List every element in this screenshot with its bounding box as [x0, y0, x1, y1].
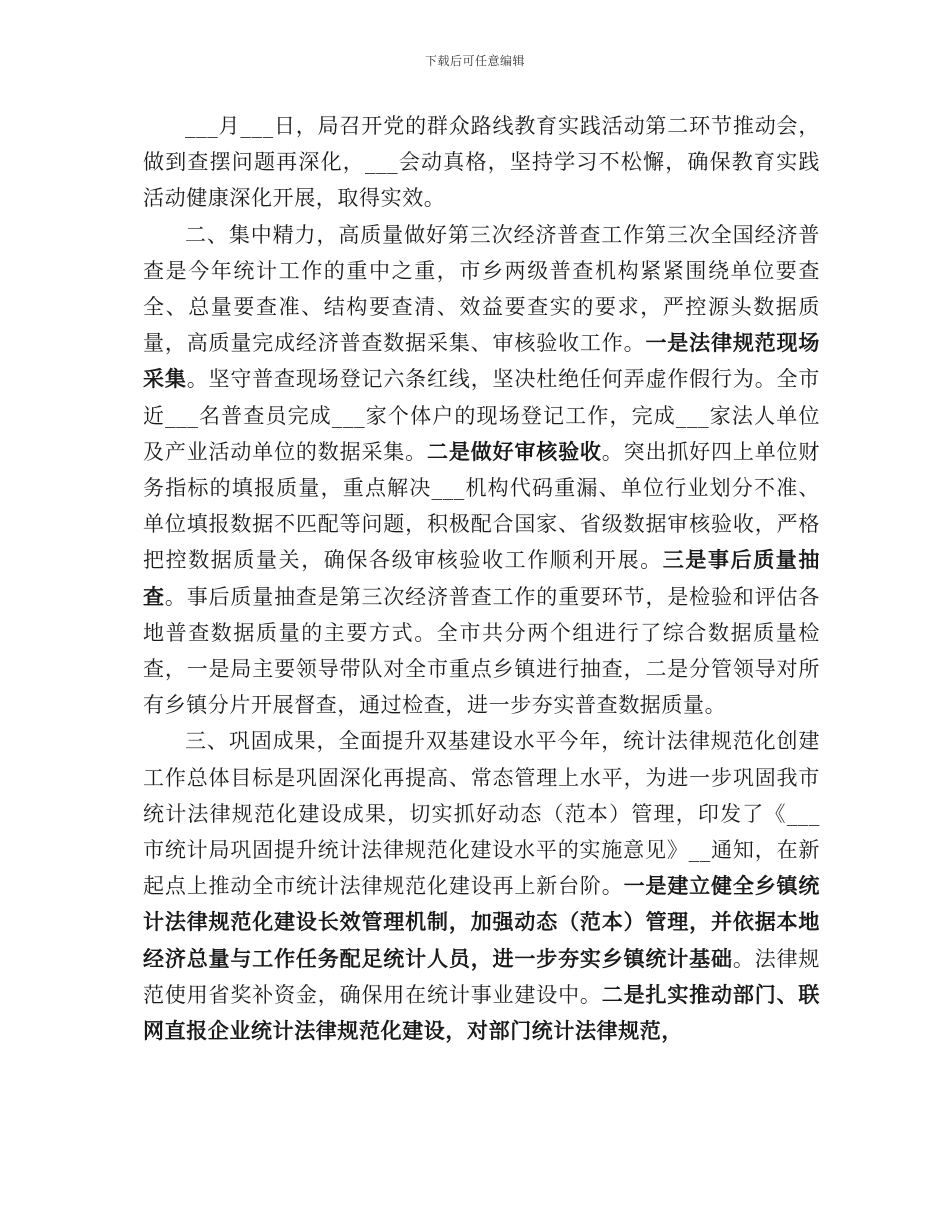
paragraph-economic-census	[143, 217, 820, 724]
paragraph-meeting	[143, 108, 820, 217]
text-segment: 。法律规范使用省奖补资金，确保用在统计事业建设中。	[143, 946, 820, 1007]
text-segment: 。突出抓好四上单位财务指标的填报质量，重点解决___机构代码重漏、单位行业划分不准、单位填报数据不匹配等问题，积极配合国家、省级数据审核验收，严格把控数据质量关，确保各级审核验收工作顺利开展。	[143, 439, 820, 573]
text-segment: ___月___日，局召开党的群众路线教育实践活动第二环节推动会，做到查摆问题再深化，___会动真格，坚持学习不松懈，确保教育实践活动健康深化开展，取得实效。	[143, 114, 820, 211]
bold-heading-department-reporting: 二是扎实推动部门、联网直报企业统计法律规范化建设，对部门统计法律规范，	[143, 981, 820, 1044]
text-segment: 二、集中精力，高质量做好第三次经济普查工作第三次全国经济普查是今年统计工作的重中之重，市乡两级普查机构紧紧围绕单位要查全、总量要查准、结构要查清、效益要查实的要求，严控源头数据质量，高质量完成经济普查数据采集、审核验收工作。	[143, 222, 820, 356]
text-segment: 。事后质量抽查是第三次经济普查工作的重要环节，是检验和评估各地普查数据质量的主要方式。全市共分两个组进行了综合数据质量检查，一是局主要领导带队对全市重点乡镇进行抽查，二是分管领导对所有乡镇分片开展督查，通过检查，进一步夯实普查数据质量。	[143, 584, 821, 718]
paragraph-consolidate-results	[143, 723, 820, 1049]
text-segment: 三、巩固成果，全面提升双基建设水平今年，统计法律规范化创建工作总体目标是巩固深化再提高、常态管理上水平，为进一步巩固我市统计法律规范化建设成果，切实抓好动态（范本）管理，印发了《___市统计局巩固提升统计法律规范化建设水平的实施意见》__通知，在新起点上推动全市统计法律规范化建设再上新台阶。	[143, 729, 820, 899]
text-segment: 。坚守普查现场登记六条红线，坚决杜绝任何弄虚作假行为。全市近___名普查员完成___家个体户的现场登记工作，完成___家法人单位及产业活动单位的数据采集。	[143, 367, 820, 464]
document-body	[143, 108, 820, 1049]
bold-heading-field-collection: 一是法律规范现场采集	[143, 330, 820, 392]
bold-heading-township-mechanism: 一是建立健全乡镇统计法律规范化建设长效管理机制，加强动态（范本）管理，并依据本地经济总量与工作任务配足统计人员，进一步夯实乡镇统计基础	[143, 873, 820, 971]
bold-heading-review-acceptance: 二是做好审核验收	[427, 438, 602, 464]
page-header: 下载后可任意编辑	[424, 54, 525, 68]
bold-heading-quality-check: 三是事后质量抽查	[143, 547, 820, 609]
